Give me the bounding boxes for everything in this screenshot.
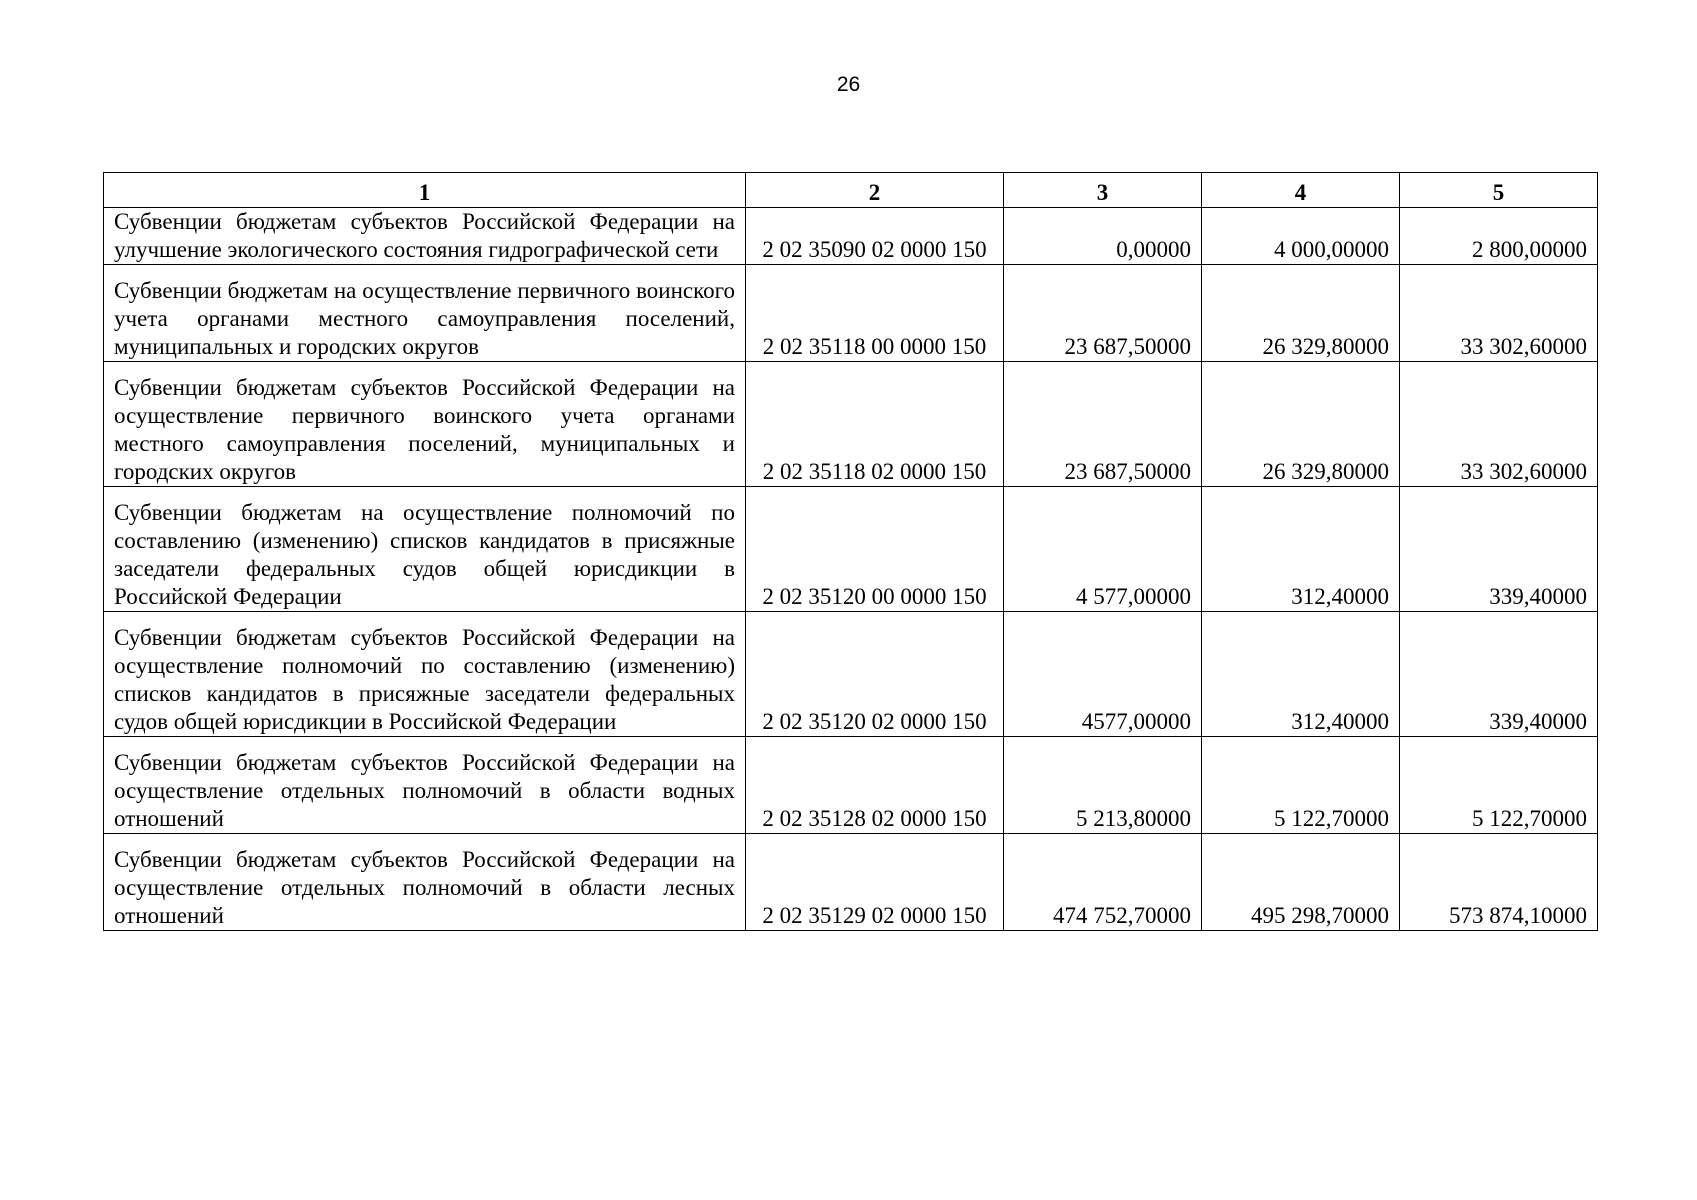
table-row (104, 208, 1598, 265)
row-code: 2 02 35118 02 0000 150 (746, 362, 1004, 487)
row-description: Субвенции бюджетам на осуществление полномочий по составлению (изменению) списков кандидатов в присяжные заседатели федеральных судов общей юрисдикции в Российской Федерации (104, 487, 746, 612)
row-description: Субвенции бюджетам субъектов Российской Федерации на осуществление отдельных полномочий в области водных отношений (104, 737, 746, 834)
row-value-col5: 5 122,70000 (1400, 737, 1598, 834)
row-description: Субвенции бюджетам на осуществление первичного воинского учета органами местного самоуправления поселений, муниципальных и городских округов (104, 265, 746, 362)
row-value-col3: 23 687,50000 (1004, 265, 1202, 362)
page-number: 26 (836, 73, 861, 96)
column-header-2: 2 (746, 173, 1004, 208)
table-row (104, 487, 1598, 612)
row-value-col3: 474 752,70000 (1004, 834, 1202, 931)
row-value-col3: 0,00000 (1004, 208, 1202, 265)
row-value-col4: 26 329,80000 (1202, 265, 1400, 362)
row-value-col5: 339,40000 (1400, 487, 1598, 612)
row-code: 2 02 35129 02 0000 150 (746, 834, 1004, 931)
row-code: 2 02 35128 02 0000 150 (746, 737, 1004, 834)
row-value-col4: 312,40000 (1202, 487, 1400, 612)
row-value-col5: 33 302,60000 (1400, 362, 1598, 487)
table-row (104, 612, 1598, 737)
row-value-col4: 495 298,70000 (1202, 834, 1400, 931)
row-value-col3: 4577,00000 (1004, 612, 1202, 737)
row-value-col3: 4 577,00000 (1004, 487, 1202, 612)
table-header-row (104, 173, 1598, 208)
row-value-col5: 339,40000 (1400, 612, 1598, 737)
table-row (104, 737, 1598, 834)
table-row (104, 362, 1598, 487)
row-value-col3: 23 687,50000 (1004, 362, 1202, 487)
table-row (104, 265, 1598, 362)
row-value-col4: 5 122,70000 (1202, 737, 1400, 834)
row-value-col5: 2 800,00000 (1400, 208, 1598, 265)
row-code: 2 02 35120 02 0000 150 (746, 612, 1004, 737)
row-code: 2 02 35090 02 0000 150 (746, 208, 1004, 265)
row-value-col3: 5 213,80000 (1004, 737, 1202, 834)
column-header-5: 5 (1400, 173, 1598, 208)
row-code: 2 02 35120 00 0000 150 (746, 487, 1004, 612)
row-description: Субвенции бюджетам субъектов Российской Федерации на улучшение экологического состояния гидрографической сети (104, 208, 746, 265)
row-value-col4: 26 329,80000 (1202, 362, 1400, 487)
row-code: 2 02 35118 00 0000 150 (746, 265, 1004, 362)
row-description: Субвенции бюджетам субъектов Российской Федерации на осуществление отдельных полномочий в области лесных отношений (104, 834, 746, 931)
row-value-col5: 33 302,60000 (1400, 265, 1598, 362)
column-header-1: 1 (104, 173, 746, 208)
row-value-col4: 4 000,00000 (1202, 208, 1400, 265)
row-value-col4: 312,40000 (1202, 612, 1400, 737)
row-description: Субвенции бюджетам субъектов Российской Федерации на осуществление первичного воинского учета органами местного самоуправления поселений, муниципальных и городских округов (104, 362, 746, 487)
column-header-3: 3 (1004, 173, 1202, 208)
row-value-col5: 573 874,10000 (1400, 834, 1598, 931)
budget-table (103, 172, 1598, 931)
column-header-4: 4 (1202, 173, 1400, 208)
row-description: Субвенции бюджетам субъектов Российской Федерации на осуществление полномочий по составлению (изменению) списков кандидатов в присяжные заседатели федеральных судов общей юрисдикции в Российской Федерации (104, 612, 746, 737)
table-row (104, 834, 1598, 931)
